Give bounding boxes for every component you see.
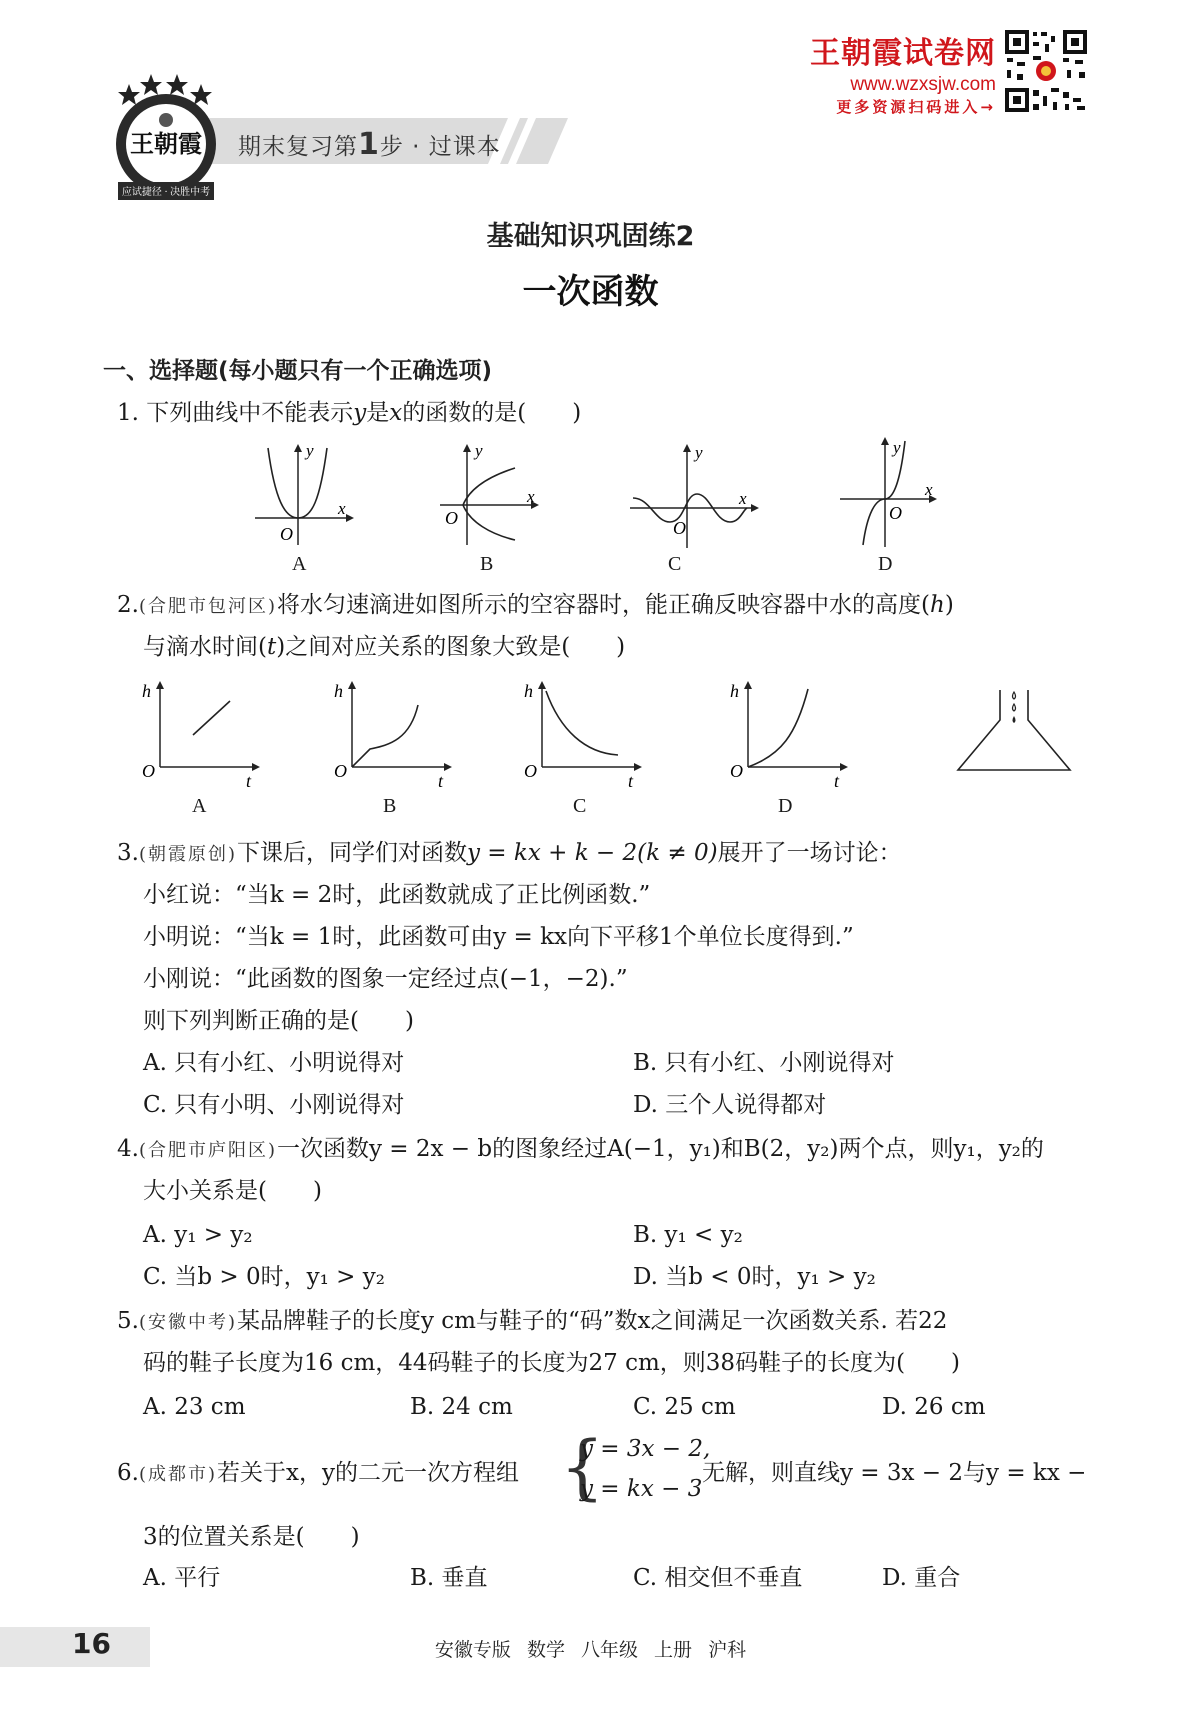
svg-text:y: y <box>893 438 901 457</box>
q1-graph-c <box>625 440 765 550</box>
q6-source: (成都市) <box>138 1464 217 1485</box>
brand-block <box>786 28 996 117</box>
q3-judge: 则下列判断正确的是( ) <box>143 1008 414 1034</box>
q2-line2a: 与滴水时间( <box>143 634 267 660</box>
q2-line1-text: 将水匀速滴进如图所示的空容器时，能正确反映容器中水的高度( <box>277 592 930 618</box>
q6-option-b[interactable]: B. 垂直 <box>410 1565 488 1591</box>
svg-text:x: x <box>338 499 346 518</box>
q3-formula: y = kx + k − 2(k ≠ 0) <box>467 840 718 866</box>
brand-logo-icon <box>104 74 228 204</box>
q4-option-c[interactable]: C. 当b > 0时，y₁ > y₂ <box>143 1264 385 1290</box>
q2-var-h: h <box>929 592 945 618</box>
logo-slogan: 应试捷径 · 决胜中考 <box>121 187 211 198</box>
q3-xiaohong: 小红说：“当k = 2时，此函数就成了正比例函数.” <box>143 882 651 908</box>
footer-info: 安徽专版 数学 八年级 上册 沪科 <box>434 1639 747 1661</box>
q3-option-c[interactable]: C. 只有小明、小刚说得对 <box>143 1092 405 1118</box>
q4-num: 4. <box>117 1136 139 1162</box>
q3-xiaoming: 小明说：“当k = 1时，此函数可由y = kx向下平移1个单位长度得到.” <box>143 924 854 950</box>
q4-option-a[interactable]: A. y₁ > y₂ <box>143 1222 253 1248</box>
q5-num: 5. <box>117 1308 139 1334</box>
svg-text:h: h <box>730 681 739 701</box>
page-number: 16 <box>72 1627 111 1660</box>
logo-name: 王朝霞 <box>130 132 202 158</box>
q1-mid: 是 <box>366 400 390 426</box>
brand-more: 更多资源扫码进入→ <box>836 98 996 116</box>
svg-text:x: x <box>925 480 933 499</box>
q4-line2: 大小关系是( ) <box>143 1178 322 1204</box>
q4-line1 <box>117 1134 1044 1166</box>
svg-text:y: y <box>475 441 483 460</box>
q6-option-a[interactable]: A. 平行 <box>143 1565 221 1591</box>
q3-line1 <box>117 838 902 870</box>
svg-text:h: h <box>334 681 343 701</box>
q2-line1 <box>117 590 954 622</box>
q6-option-d[interactable]: D. 重合 <box>882 1565 961 1591</box>
q3-option-b[interactable]: B. 只有小红、小刚说得对 <box>633 1050 895 1076</box>
svg-text:O: O <box>334 761 347 781</box>
q4-source: (合肥市庐阳区) <box>138 1140 277 1161</box>
q1-tail: 的函数的是( ) <box>402 400 582 426</box>
q2-line1-end: ) <box>944 592 954 618</box>
q6-option-c[interactable]: C. 相交但不垂直 <box>633 1565 803 1591</box>
q1-label-c: C <box>668 553 682 575</box>
q3-option-a[interactable]: A. 只有小红、小明说得对 <box>143 1050 405 1076</box>
q3-line1-end: 展开了一场讨论： <box>717 840 902 866</box>
q1-var-x: x <box>389 400 403 426</box>
q2-num: 2. <box>117 592 139 618</box>
q1-label-d: D <box>878 553 893 575</box>
q5-source: (安徽中考) <box>138 1312 237 1333</box>
banner-post: 步 · 过课本 <box>379 134 501 160</box>
q5-option-b[interactable]: B. 24 cm <box>410 1394 513 1420</box>
q6-eq1: y = 3x − 2, <box>580 1436 711 1462</box>
q5-line1 <box>117 1306 947 1338</box>
q4-option-d[interactable]: D. 当b < 0时，y₁ > y₂ <box>633 1264 876 1290</box>
q3-xiaogang: 小刚说：“此函数的图象一定经过点(−1，−2).” <box>143 966 628 992</box>
equation-brace: { <box>560 1426 605 1508</box>
q4-line1-text: 一次函数y = 2x − b的图象经过A(−1，y₁)和B(2，y₂)两个点，则y₁，y₂的 <box>277 1136 1044 1162</box>
svg-text:h: h <box>524 681 533 701</box>
svg-text:O: O <box>280 524 293 544</box>
page-title: 一次函数 <box>522 272 659 312</box>
svg-text:O: O <box>445 508 458 528</box>
q6-line1a: 若关于x，y的二元一次方程组 <box>217 1460 519 1486</box>
svg-text:O: O <box>889 503 902 523</box>
q5-line1-text: 某品牌鞋子的长度y cm与鞋子的“码”数x之间满足一次函数关系. 若22 <box>237 1308 948 1334</box>
svg-text:t: t <box>834 771 840 790</box>
banner-step-number: 1 <box>358 127 380 162</box>
svg-text:t: t <box>438 771 444 790</box>
q1-stem <box>117 398 581 428</box>
q2-graph-c <box>520 675 650 790</box>
q2-label-d: D <box>778 795 793 817</box>
q3-source: (朝霞原创) <box>138 844 237 865</box>
q1-graph-d <box>835 435 945 550</box>
q2-label-b: B <box>383 795 397 817</box>
q2-graph-b <box>330 675 460 790</box>
q6-eq2: y = kx − 3 <box>580 1476 703 1502</box>
q2-label-a: A <box>192 795 207 817</box>
svg-text:y: y <box>306 441 314 460</box>
q1-graph-b <box>435 440 545 550</box>
q3-option-d[interactable]: D. 三个人说得都对 <box>633 1092 827 1118</box>
banner-pre: 期末复习第 <box>238 134 358 160</box>
q2-line2 <box>143 632 625 662</box>
section-heading: 一、选择题(每小题只有一个正确选项) <box>103 358 493 384</box>
svg-text:O: O <box>730 761 743 781</box>
q3-line1-text: 下课后，同学们对函数 <box>237 840 467 866</box>
flask-container-icon <box>950 680 1080 780</box>
step-banner-text <box>238 127 501 162</box>
svg-text:t: t <box>246 771 252 790</box>
q1-graph-a <box>250 440 360 550</box>
q6-line1b: 无解，则直线y = 3x − 2与y = kx − <box>702 1460 1087 1486</box>
q1-label-b: B <box>480 553 494 575</box>
q6-line2: 3的位置关系是( ) <box>143 1524 360 1550</box>
q6-line1-left <box>117 1458 519 1490</box>
q2-var-t: t <box>266 634 277 660</box>
q5-option-c[interactable]: C. 25 cm <box>633 1394 736 1420</box>
q5-option-a[interactable]: A. 23 cm <box>143 1394 246 1420</box>
q2-graph-d <box>726 675 856 790</box>
q1-text: 1. 下列曲线中不能表示 <box>117 400 354 426</box>
page-subtitle: 基础知识巩固练2 <box>486 221 695 252</box>
q2-label-c: C <box>573 795 587 817</box>
q2-source: (合肥市包河区) <box>138 596 277 617</box>
q2-graph-a <box>138 675 268 790</box>
svg-text:x: x <box>527 487 535 506</box>
svg-text:y: y <box>695 443 703 462</box>
brand-url[interactable]: www.wzxsjw.com <box>850 74 996 95</box>
q1-label-a: A <box>292 553 307 575</box>
svg-text:O: O <box>673 518 686 538</box>
brand-name: 王朝霞试卷网 <box>810 36 996 71</box>
q5-option-d[interactable]: D. 26 cm <box>882 1394 986 1420</box>
q3-num: 3. <box>117 840 139 866</box>
q5-line2: 码的鞋子长度为16 cm，44码鞋子的长度为27 cm，则38码鞋子的长度为( ) <box>143 1350 961 1376</box>
q4-option-b[interactable]: B. y₁ < y₂ <box>633 1222 743 1248</box>
svg-text:x: x <box>739 489 747 508</box>
svg-text:O: O <box>142 761 155 781</box>
q6-num: 6. <box>117 1460 139 1486</box>
svg-text:t: t <box>628 771 634 790</box>
q2-line2b: )之间对应关系的图象大致是( ) <box>276 634 626 660</box>
svg-text:h: h <box>142 681 151 701</box>
qr-code-icon[interactable] <box>1003 28 1089 114</box>
q1-var-y: y <box>353 400 367 426</box>
svg-text:O: O <box>524 761 537 781</box>
